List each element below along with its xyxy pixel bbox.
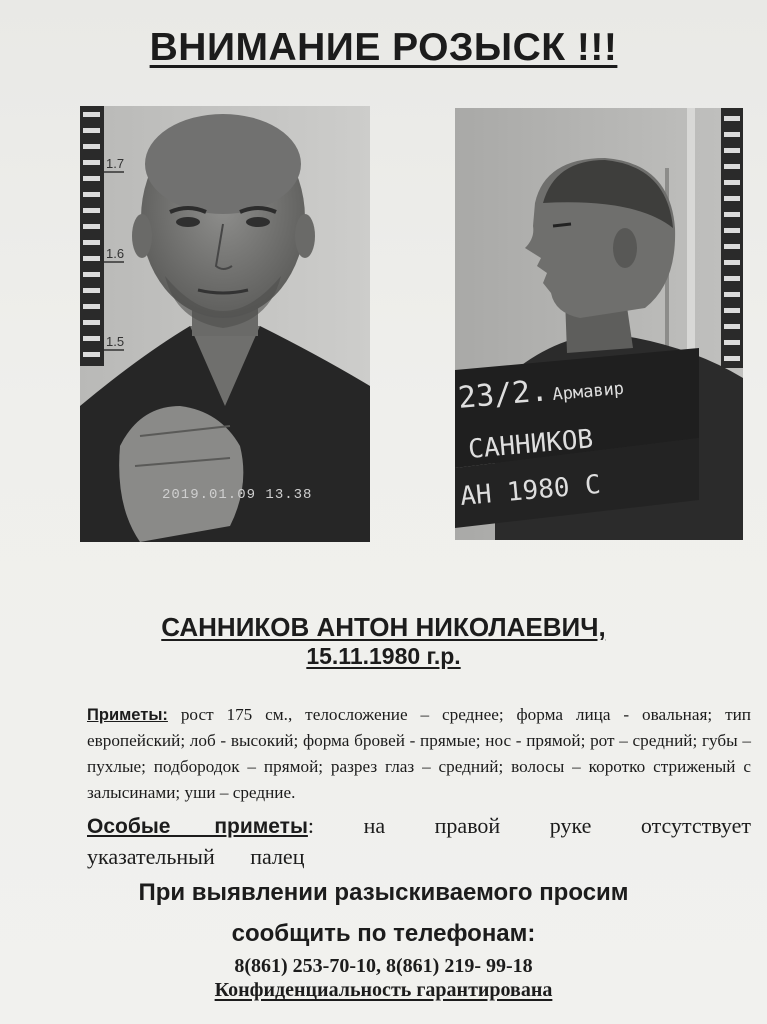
wanted-person-name: САННИКОВ АНТОН НИКОЛАЕВИЧ, [161, 612, 606, 642]
scale-mark-1-7: 1.7 [106, 156, 125, 171]
appeal-line-2: сообщить по телефонам: [231, 920, 536, 947]
confidentiality-note: Конфиденциальность гарантирована [214, 979, 553, 1001]
features-text: рост 175 см., телосложение – среднее; форма лица - овальная; тип европейский; лоб - высокий; форма бровей - прямые; нос - прямой; рот – средний; губы – пухлые; подбородок – прямой; разрез глаз – средний; волосы – коротко стриженый с залысинами; уши – средние. [87, 705, 751, 802]
features-label: Приметы: [87, 706, 168, 724]
placard-city: Армавир [551, 378, 625, 405]
photo-timestamp: 2019.01.09 13.38 [162, 487, 313, 503]
special-features-text: на правой руке отсутствует указательный палец [87, 813, 751, 869]
scale-mark-1-6: 1.6 [106, 246, 125, 261]
features-paragraph [87, 702, 751, 806]
special-features-label: Особые приметы [87, 815, 308, 838]
special-features-paragraph [87, 811, 751, 872]
height-scale [721, 108, 743, 368]
contact-phones: 8(861) 253-70-10, 8(861) 219- 99-18 [234, 955, 533, 977]
appeal-line-1: При выявлении разыскиваемого просим [138, 879, 629, 906]
placard-initials-year: АН 1980 С [458, 469, 602, 512]
wanted-person-birth-date: 15.11.1980 г.р. [306, 643, 461, 669]
scale-mark-1-5: 1.5 [106, 334, 125, 349]
placard-number: 23/2. [456, 373, 550, 416]
front-mugshot-photo [80, 106, 370, 542]
profile-mugshot-photo [455, 108, 743, 540]
poster-headline: ВНИМАНИЕ РОЗЫСК !!! [149, 26, 618, 69]
special-features-colon: : [307, 813, 315, 838]
placard-surname: САННИКОВ [466, 424, 595, 465]
name-placard [455, 348, 699, 528]
